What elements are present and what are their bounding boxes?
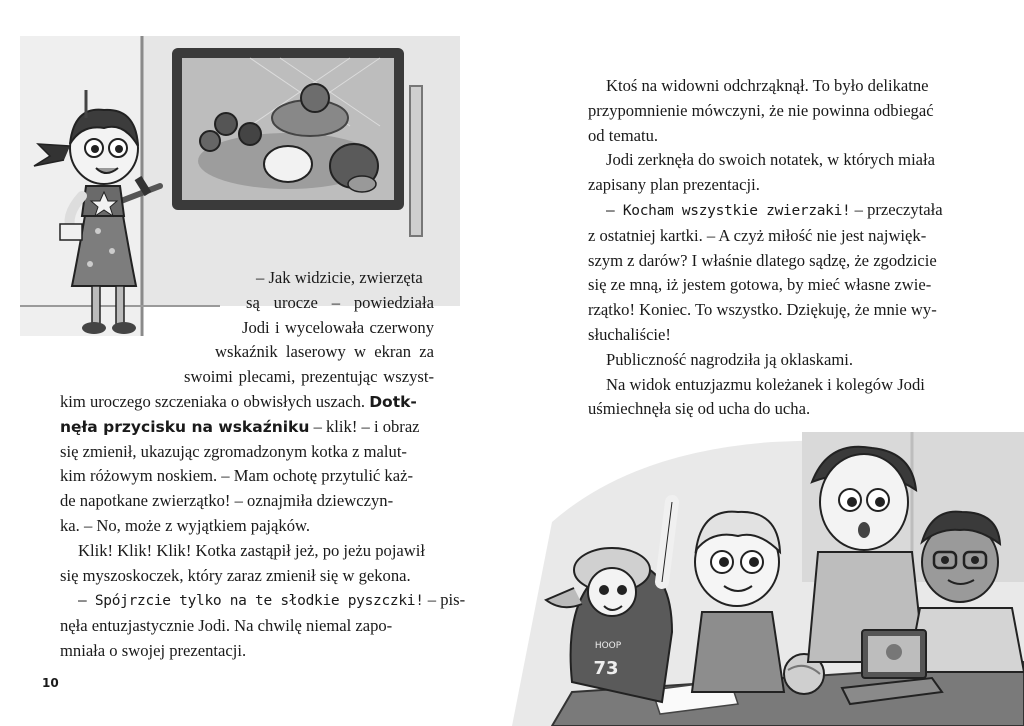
text-line-mixed: [588, 198, 960, 224]
text-run: kim uroczego szczeniaka o obwisłych uszach.: [60, 391, 366, 411]
shirt-text: HOOP: [594, 641, 622, 651]
children-audience-icon: [512, 412, 1024, 726]
text-line: Jodi zerknęła do swoich notatek, w których miała: [606, 150, 936, 170]
right-text: [588, 74, 960, 422]
emphasis-text: nęła przycisku na wskaźniku: [60, 417, 310, 436]
text-line: kim różowym noskiem. – Mam ochotę przytulić każ-: [60, 466, 413, 486]
text-line: nęła entuzjastycznie Jodi. Na chwilę niemal zapo-: [60, 616, 393, 636]
handwritten-text: – Spójrzcie tylko na te słodkie pyszczki!: [78, 593, 424, 610]
text-line: zapisany plan prezentacji.: [588, 175, 760, 195]
text-line: się ze mną, iż jestem gotowa, by mieć własne zwie-: [588, 275, 932, 295]
left-text: [60, 266, 466, 664]
text-line: słuchaliście!: [588, 324, 671, 344]
text-line: Na widok entuzjazmu koleżanek i kolegów Jodi: [606, 374, 925, 394]
text-line: uśmiechnęła się od ucha do ucha.: [588, 399, 811, 419]
page-number: 10: [42, 676, 59, 690]
text-line: swoimi plecami, prezentując wszyst-: [184, 367, 434, 387]
text-line-mixed: [60, 415, 434, 440]
text-line: szym z darów? I właśnie dlatego sądzę, że zgodzicie: [588, 250, 937, 270]
text-line-mixed: [60, 390, 434, 415]
text-line: Ktoś na widowni odchrząknął. To było delikatne: [606, 76, 929, 95]
text-line: przypomnienie mówczyni, że nie powinna odbiegać: [588, 100, 934, 120]
shirt-number: 73: [593, 658, 619, 679]
text-line: ka. – No, może z wyjątkiem pająków.: [60, 515, 311, 535]
text-line: się zmienił, ukazując zgromadzonym kotka z malut-: [60, 441, 407, 461]
text-line: od tematu.: [588, 125, 659, 145]
text-line: są urocze – powiedziała: [246, 292, 434, 312]
right-page: [512, 0, 1024, 726]
text-line: się myszoskoczek, który zaraz zmienił się w gekona.: [60, 565, 411, 585]
text-line: rzątko! Koniec. To wszystko. Dziękuję, że mnie wy-: [588, 300, 937, 320]
text-line: – Jak widzicie, zwierzęta: [256, 268, 423, 287]
handwritten-text: – Kocham wszystkie zwierzaki!: [606, 202, 851, 219]
text-run: – przeczytała: [854, 199, 943, 219]
text-line: mniała o swojej prezentacji.: [60, 640, 247, 660]
text-line: Klik! Klik! Klik! Kotka zastąpił jeż, po jeżu pojawił: [78, 540, 425, 560]
text-line: Publiczność nagrodziła ją oklaskami.: [606, 349, 853, 369]
text-line-mixed: [60, 588, 466, 614]
text-line: wskaźnik laserowy w ekran za: [215, 342, 434, 362]
text-run: – klik! – i obraz: [313, 416, 420, 436]
emphasis-text: Dotk-: [369, 392, 417, 411]
text-line: de napotkane zwierzątko! – oznajmiła dziewczyn-: [60, 491, 394, 511]
text-run: – pis-: [427, 590, 466, 610]
text-line: Jodi i wycelowała czerwony: [242, 317, 434, 337]
text-line: z ostatniej kartki. – A czyż miłość nie jest najwięk-: [588, 225, 927, 245]
